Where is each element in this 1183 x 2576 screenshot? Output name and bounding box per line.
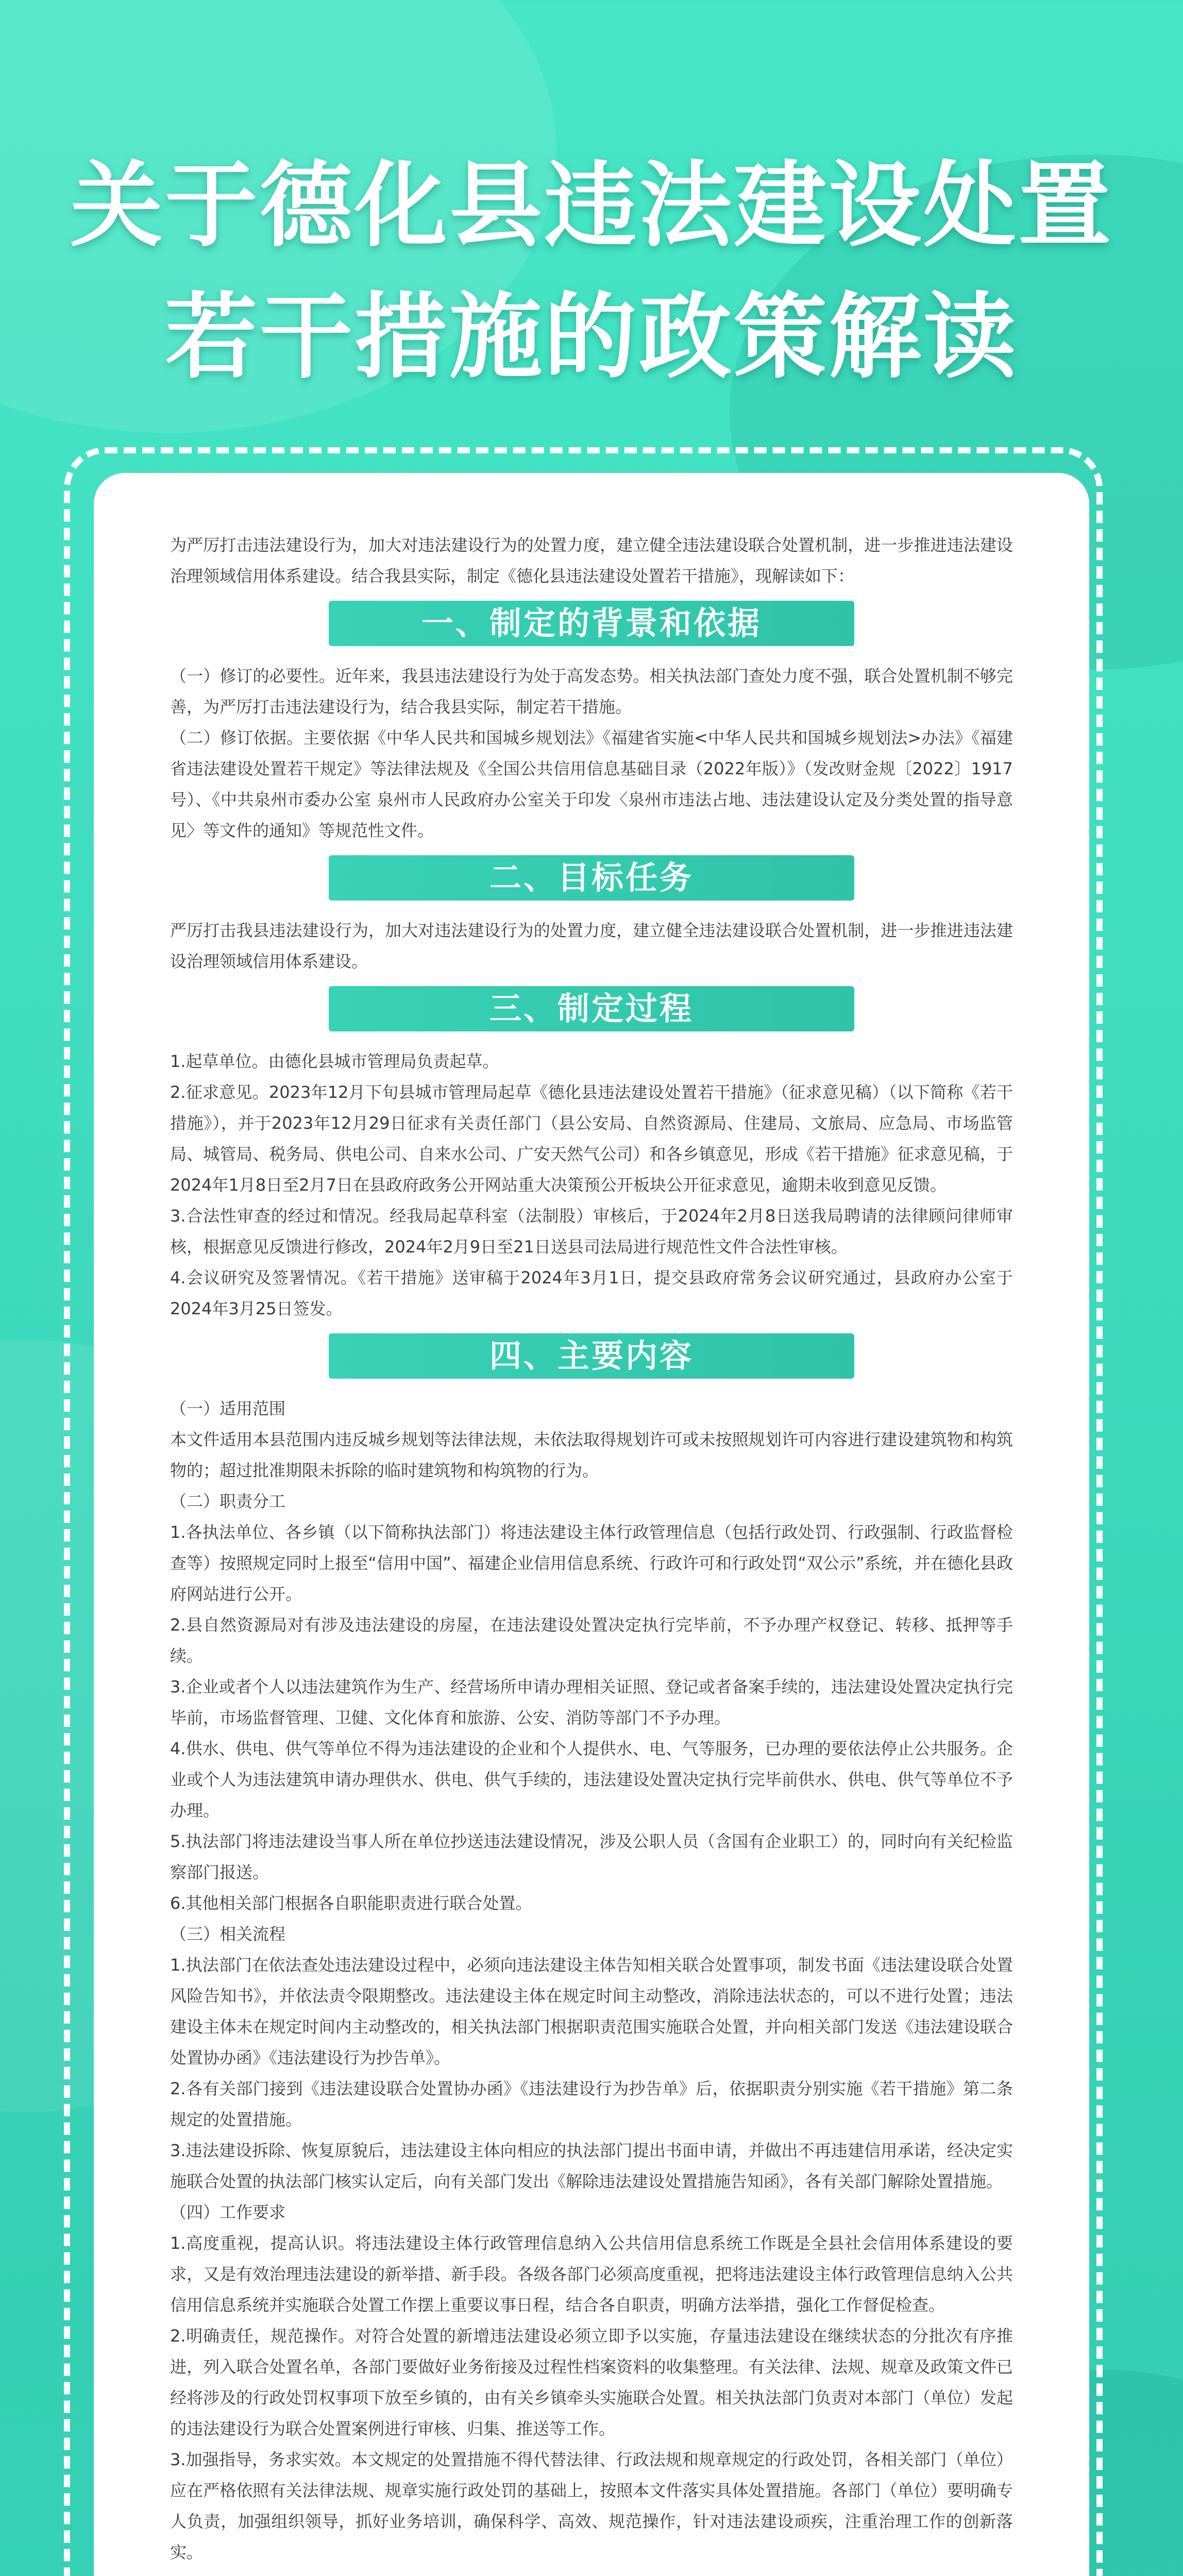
subheading: （二）职责分工 <box>170 1492 286 1511</box>
paragraph: 3.违法建设拆除、恢复原貌后，违法建设主体向相应的执法部门提出书面申请，并做出不再违建信用承诺，经决定实施联合处置的执法部门核实认定后，向有关部门发出《解除违法建设处置措施告知函》，各有关部门解除处置措施。 <box>170 2141 1013 2191</box>
paragraph: 3.企业或者个人以违法建筑作为生产、经营场所申请办理相关证照、登记或者备案手续的，违法建设处置决定执行完毕前，市场监督管理、卫健、文化体育和旅游、公安、消防等部门不予办理。 <box>170 1677 1013 1727</box>
paragraph: 本文件适用本县范围内违反城乡规划等法律法规，未依法取得规划许可或未按照规划许可内容进行建设建筑物和构筑物的；超过批准期限未拆除的临时建筑物和构筑物的行为。 <box>170 1430 1013 1480</box>
paragraph: 2.县自然资源局对有涉及违法建设的房屋，在违法建设处置决定执行完毕前，不予办理产权登记、转移、抵押等手续。 <box>170 1615 1013 1666</box>
content-panel <box>94 473 1089 2576</box>
paragraph: 4.会议研究及签署情况。《若干措施》送审稿于2024年3月1日，提交县政府常务会议研究通过，县政府办公室于2024年3月25日签发。 <box>170 1268 1013 1318</box>
paragraph: 2.各有关部门接到《违法建设联合处置协办函》《违法建设行为抄告单》后，依据职责分别实施《若干措施》第二条规定的处置措施。 <box>170 2079 1013 2129</box>
subheading: （四）工作要求 <box>170 2202 286 2222</box>
page-title-line-2: 若干措施的政策解读 <box>164 283 1018 391</box>
paragraph: （一）修订的必要性。近年来，我县违法建设行为处于高发态势。相关执法部门查处力度不强，联合处置机制不够完善，为严厉打击违法建设行为，结合我县实际，制定若干措施。 <box>170 666 1013 717</box>
subheading: （一）适用范围 <box>170 1399 286 1418</box>
subheading: （三）相关流程 <box>170 1924 286 1944</box>
section-heading-main-content: 四、主要内容 <box>329 1333 854 1379</box>
paragraph: 严厉打击我县违法建设行为，加大对违法建设行为的处置力度，建立健全违法建设联合处置机制，进一步推进违法建设治理领域信用体系建设。 <box>170 921 1013 971</box>
paragraph: 1.高度重视，提高认识。将违法建设主体行政管理信息纳入公共信用信息系统工作既是全县社会信用体系建设的要求，又是有效治理违法建设的新举措、新手段。各级各部门必须高度重视，把将违法建设主体行政管理信息纳入公共信用信息系统并实施联合处置工作摆上重要议事日程，结合各自职责，明确方法举措，强化工作督促检查。 <box>170 2233 1013 2315</box>
section-heading-goals: 二、目标任务 <box>329 855 854 901</box>
section-heading-background: 一、制定的背景和依据 <box>329 601 854 646</box>
paragraph: 1.各执法单位、各乡镇（以下简称执法部门）将违法建设主体行政管理信息（包括行政处罚、行政强制、行政监督检查等）按照规定同时上报至“信用中国”、福建企业信用信息系统、行政许可和行政处罚“双公示”系统，并在德化县政府网站进行公开。 <box>170 1522 1013 1604</box>
section-heading-process: 三、制定过程 <box>329 986 854 1031</box>
paragraph: 4.供水、供电、供气等单位不得为违法建设的企业和个人提供水、电、气等服务，已办理的要依法停止公共服务。企业或个人为违法建筑申请办理供水、供电、供气手续的，违法建设处置决定执行完毕前供水、供电、供气等单位不予办理。 <box>170 1739 1013 1820</box>
paragraph: 3.合法性审查的经过和情况。经我局起草科室（法制股）审核后，于2024年2月8日送我局聘请的法律顾问律师审核，根据意见反馈进行修改，2024年2月9日至21日送县司法局进行规范性文件合法性审核。 <box>170 1206 1013 1257</box>
paragraph: 1.起草单位。由德化县城市管理局负责起草。 <box>170 1052 499 1071</box>
page-title-line-1: 关于德化县违法建设处置 <box>70 152 1113 260</box>
paragraph: 1.执法部门在依法查处违法建设过程中，必须向违法建设主体告知相关联合处置事项，制发书面《违法建设联合处置风险告知书》，并依法责令限期整改。违法建设主体在规定时间主动整改，消除违法状态的，可以不进行处置；违法建设主体未在规定时间内主动整改的，相关执法部门根据职责范围实施联合处置，并向相关部门发送《违法建设联合处置协办函》《违法建设行为抄告单》。 <box>170 1955 1013 2067</box>
paragraph: 5.执法部门将违法建设当事人所在单位抄送违法建设情况，涉及公职人员（含国有企业职工）的，同时向有关纪检监察部门报送。 <box>170 1832 1013 1882</box>
paragraph: 6.其他相关部门根据各自职能职责进行联合处置。 <box>170 1893 532 1913</box>
document-body <box>170 530 1013 2576</box>
paragraph: 3.加强指导，务求实效。本文规定的处置措施不得代替法律、行政法规和规章规定的行政处罚，各相关部门（单位）应在严格依照有关法律法规、规章实施行政处罚的基础上，按照本文件落实具体处置措施。各部门（单位）要明确专人负责，加强组织领导，抓好业务培训，确保科学、高效、规范操作，针对违法建设顽疾，注重治理工作的创新落实。 <box>170 2450 1013 2562</box>
paragraph: （二）修订依据。主要依据《中华人民共和国城乡规划法》《福建省实施<中华人民共和国城乡规划法>办法》《福建省违法建设处置若干规定》等法律法规及《全国公共信用信息基础目录（2022年版）》（发改财金规〔2022〕1917号）、《中共泉州市委办公室 泉州市人民政府办公室关于印发〈泉州市违法占地、违法建设认定及分类处置的指导意见〉等文件的通知》等规范性文件。 <box>170 728 1013 840</box>
intro-paragraph: 为严厉打击违法建设行为，加大对违法建设行为的处置力度，建立健全违法建设联合处置机制，进一步推进违法建设治理领域信用体系建设。结合我县实际，制定《德化县违法建设处置若干措施》，现解读如下： <box>170 535 1013 586</box>
paragraph: 2.征求意见。2023年12月下旬县城市管理局起草《德化县违法建设处置若干措施》（征求意见稿）（以下简称《若干措施》），并于2023年12月29日征求有关责任部门（县公安局、自然资源局、住建局、文旅局、应急局、市场监管局、城管局、税务局、供电公司、自来水公司、广安天然气公司）和各乡镇意见，形成《若干措施》征求意见稿，于2024年1月8日至2月7日在县政府政务公开网站重大决策预公开板块公开征求意见，逾期未收到意见反馈。 <box>170 1082 1013 1195</box>
paragraph: 2.明确责任，规范操作。对符合处置的新增违法建设必须立即予以实施，存量违法建设在继续状态的分批次有序推进，列入联合处置名单，各部门要做好业务衔接及过程性档案资料的收集整理。有关法律、法规、规章及政策文件已经将涉及的行政处罚权事项下放至乡镇的，由有关乡镇牵头实施联合处置。相关执法部门负责对本部门（单位）发起的违法建设行为联合处置案例进行审核、归集、推送等工作。 <box>170 2326 1013 2438</box>
